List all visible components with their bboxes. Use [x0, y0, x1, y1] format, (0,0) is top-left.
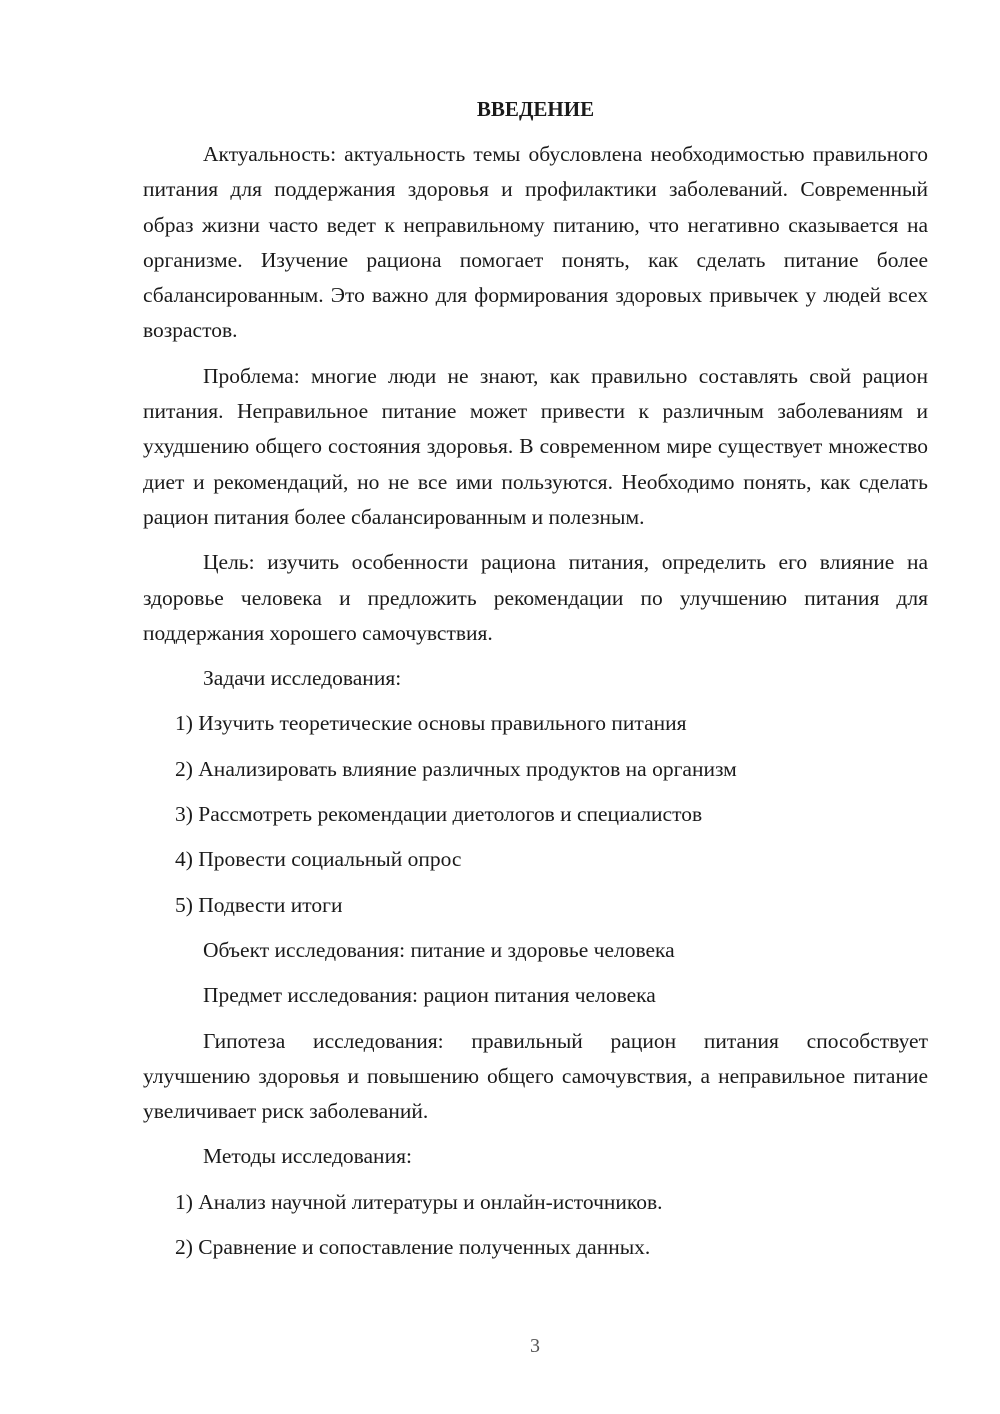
methods-heading: Методы исследования: [203, 1144, 412, 1169]
problem-paragraph: Проблема: многие люди не знают, как правильно составлять свой рацион питания. Неправильное питание может привести к различным заболеваниям и ухудшению общего состояния здоровья. В современном мире существует множество диет и рекомендаций, но не все ими пользуются. Необходимо понять, как сделать рацион питания более сбалансированным и полезным. [143, 363, 928, 529]
task-item: 3) Рассмотреть рекомендации диетологов и специалистов [175, 802, 703, 827]
task-item: 5) Подвести итоги [175, 892, 343, 917]
subject-line: Предмет исследования: рацион питания человека [203, 983, 656, 1008]
section-title: ВВЕДЕНИЕ [476, 97, 595, 121]
task-item: 2) Анализировать влияние различных продуктов на организм [175, 756, 737, 781]
page-number: 3 [530, 1335, 540, 1357]
task-item: 1) Изучить теоретические основы правильного питания [175, 711, 687, 736]
relevance-paragraph: Актуальность: актуальность темы обусловлена необходимостью правильного питания для поддержания здоровья и профилактики заболеваний. Современный образ жизни часто ведет к неправильному питанию, что негативно сказывается на организме. Изучение рациона помогает понять, как сделать питание более сбалансированным. Это важно для формирования здоровых привычек у людей всех возрастов. [143, 142, 928, 343]
tasks-heading: Задачи исследования: [203, 666, 402, 691]
method-item: 2) Сравнение и сопоставление полученных данных. [175, 1235, 651, 1260]
method-item: 1) Анализ научной литературы и онлайн-источников. [175, 1189, 663, 1214]
object-line: Объект исследования: питание и здоровье человека [203, 937, 675, 962]
task-item: 4) Провести социальный опрос [175, 847, 462, 872]
hypothesis-paragraph: Гипотеза исследования: правильный рацион питания способствует улучшению здоровья и повышению общего самочувствия, а неправильное питание увеличивает риск заболеваний. [143, 1028, 928, 1124]
document-page [143, 92, 928, 1275]
goal-paragraph: Цель: изучить особенности рациона питания, определить его влияние на здоровье человека и предложить рекомендации по улучшению питания для поддержания хорошего самочувствия. [143, 550, 928, 645]
